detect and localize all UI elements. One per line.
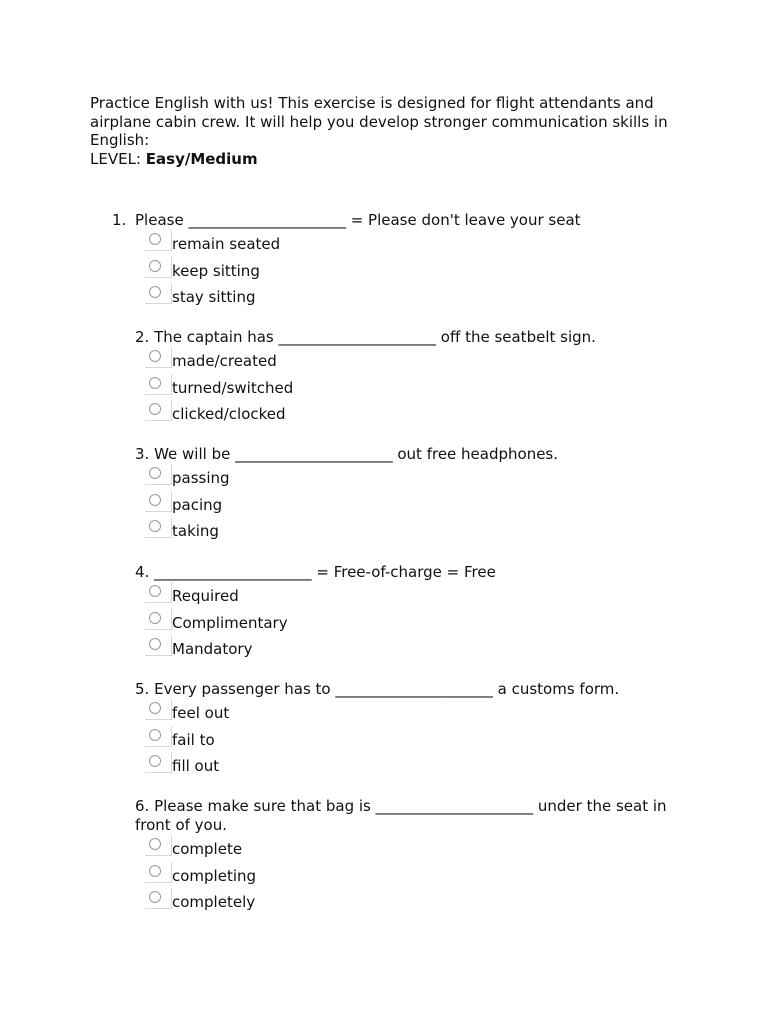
- option-label: stay sitting: [172, 288, 256, 306]
- option-label: feel out: [172, 704, 230, 722]
- answer-option[interactable]: [145, 635, 695, 662]
- option-label: taking: [172, 522, 219, 540]
- answer-option[interactable]: [145, 862, 675, 889]
- option-label: made/created: [172, 352, 277, 370]
- answer-option[interactable]: [145, 609, 695, 636]
- radio-button-icon[interactable]: [149, 838, 161, 850]
- radio-button-icon[interactable]: [149, 755, 161, 767]
- question-number: 1.: [112, 211, 127, 229]
- question-number: 4.: [135, 563, 150, 581]
- radio-button-icon[interactable]: [149, 702, 161, 714]
- radio-button-icon[interactable]: [149, 729, 161, 741]
- question-number: 6.: [135, 797, 150, 815]
- question-3: [135, 445, 695, 544]
- answer-option[interactable]: [145, 374, 695, 401]
- answer-option[interactable]: [145, 491, 695, 518]
- radio-button-icon[interactable]: [149, 260, 161, 272]
- answer-option[interactable]: [145, 257, 695, 284]
- answer-option[interactable]: [145, 347, 695, 374]
- radio-button-icon[interactable]: [149, 865, 161, 877]
- option-label: clicked/clocked: [172, 405, 286, 423]
- radio-button-icon[interactable]: [149, 891, 161, 903]
- question-text: [135, 445, 695, 464]
- question-number: 2.: [135, 328, 150, 346]
- answer-option[interactable]: [145, 230, 695, 257]
- question-prompt: _____________________ = Free-of-charge = Free: [154, 563, 496, 581]
- answer-option[interactable]: [145, 582, 695, 609]
- answer-option[interactable]: [145, 283, 695, 310]
- answer-option[interactable]: [145, 400, 695, 427]
- question-2: [135, 328, 695, 427]
- answer-option[interactable]: [145, 699, 695, 726]
- intro-block: [90, 94, 690, 168]
- radio-button-icon[interactable]: [149, 467, 161, 479]
- question-prompt: Please make sure that bag is _____________________ under the seat in front of you.: [135, 797, 667, 834]
- option-label: pacing: [172, 495, 223, 514]
- question-text: [135, 563, 695, 582]
- radio-button-icon[interactable]: [149, 494, 161, 506]
- option-label: complete: [172, 840, 243, 858]
- option-label: completing: [172, 866, 257, 885]
- question-prompt: Please _____________________ = Please don't leave your seat: [135, 211, 581, 229]
- radio-button-icon[interactable]: [149, 377, 161, 389]
- option-label: Required: [172, 587, 239, 605]
- question-text: [112, 211, 695, 230]
- question-text: [135, 797, 675, 835]
- question-number: 3.: [135, 445, 150, 463]
- level-value: Easy/Medium: [145, 149, 258, 168]
- option-label: Complimentary: [172, 613, 288, 632]
- radio-button-icon[interactable]: [149, 233, 161, 245]
- question-text: [135, 328, 695, 347]
- option-label: Mandatory: [172, 640, 253, 658]
- answer-option[interactable]: [145, 517, 695, 544]
- answer-option[interactable]: [145, 726, 695, 753]
- question-prompt: The captain has _____________________ off the seatbelt sign.: [154, 328, 596, 346]
- radio-button-icon[interactable]: [149, 403, 161, 415]
- option-label: completely: [172, 893, 256, 911]
- radio-button-icon[interactable]: [149, 350, 161, 362]
- question-6: [135, 797, 675, 915]
- answer-option[interactable]: [145, 835, 675, 862]
- intro-text: Practice English with us! This exercise is designed for flight attendants and airplane cabin crew. It will help you develop stronger communication skills in English:: [90, 94, 668, 149]
- radio-button-icon[interactable]: [149, 638, 161, 650]
- question-4: [135, 563, 695, 662]
- option-label: keep sitting: [172, 261, 260, 280]
- level-line: [90, 150, 690, 169]
- question-number: 5.: [135, 680, 150, 698]
- level-label: LEVEL:: [90, 149, 141, 168]
- option-label: remain seated: [172, 235, 281, 253]
- option-label: turned/switched: [172, 378, 294, 397]
- option-label: passing: [172, 469, 230, 487]
- answer-option[interactable]: [145, 752, 695, 779]
- radio-button-icon[interactable]: [149, 286, 161, 298]
- option-label: fill out: [172, 757, 220, 775]
- answer-option[interactable]: [145, 464, 695, 491]
- question-1: [112, 211, 695, 310]
- radio-button-icon[interactable]: [149, 520, 161, 532]
- option-label: fail to: [172, 730, 215, 749]
- question-prompt: We will be _____________________ out free headphones.: [154, 445, 559, 463]
- radio-button-icon[interactable]: [149, 612, 161, 624]
- question-5: [135, 680, 695, 779]
- question-text: [135, 680, 695, 699]
- answer-option[interactable]: [145, 888, 675, 915]
- radio-button-icon[interactable]: [149, 585, 161, 597]
- question-prompt: Every passenger has to _____________________ a customs form.: [154, 680, 620, 698]
